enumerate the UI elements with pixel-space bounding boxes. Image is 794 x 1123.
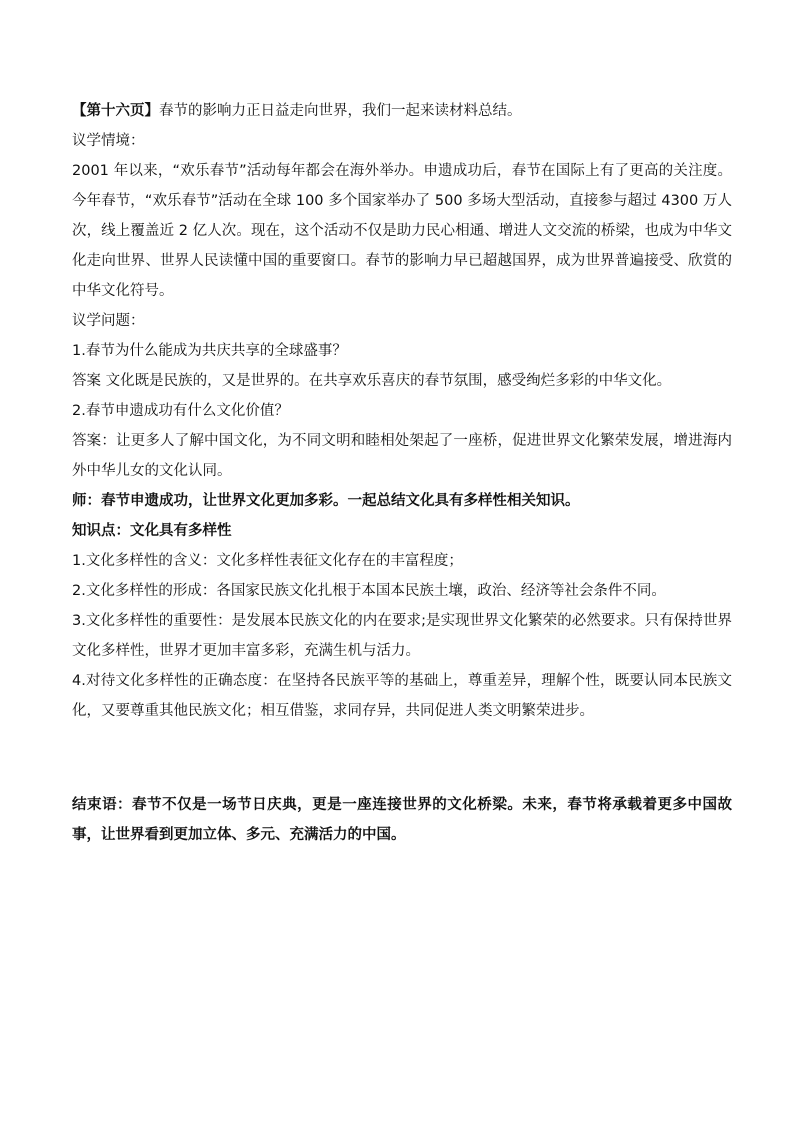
page-intro (72, 96, 732, 126)
closing-remarks: 结束语：春节不仅是一场节日庆典，更是一座连接世界的文化桥梁。未来，春节将承载着更多中国故事，让世界看到更加立体、多元、充满活力的中国。 (72, 797, 732, 843)
knowledge-point-2: 2.文化多样性的形成：各国家民族文化扎根于本国本民族土壤，政治、经济等社会条件不同。 (72, 583, 666, 599)
knowledge-point-3: 3.文化多样性的重要性：是发展本民族文化的内在要求;是实现世界文化繁荣的必然要求。只有保持世界文化多样性，世界才更加丰富多彩，充满生机与活力。 (72, 613, 732, 659)
context-label: 议学情境： (72, 133, 145, 149)
context-text: 2001 年以来，“欢乐春节”活动每年都会在海外举办。申遗成功后，春节在国际上有了更高的关注度。今年春节，“欢乐春节”活动在全球 100 多个国家举办了 500 多场大型活动，直接参与超过 4300 万人次，线上覆盖近 2 亿人次。现在，这个活动不仅是助力民心相通、增进人文交流的桥梁，也成为中华文化走向世界、世界人民读懂中国的重要窗口。春节的影响力早已超越国界，成为世界普遍接受、欣赏的中华文化符号。 (72, 163, 732, 299)
knowledge-point-4: 4.对待文化多样性的正确态度：在坚持各民族平等的基础上，尊重差异，理解个性，既要认同本民族文化，又要尊重其他民族文化；相互借鉴，求同存异，共同促进人类文明繁荣进步。 (72, 673, 732, 719)
knowledge-title: 知识点：文化具有多样性 (72, 523, 232, 539)
spacer (72, 726, 732, 790)
question-1: 1.春节为什么能成为共庆共享的全球盛事？ (72, 343, 347, 359)
page-tag: 【第十六页】 (72, 103, 159, 119)
questions-label: 议学问题： (72, 313, 145, 329)
knowledge-point-1: 1.文化多样性的含义：文化多样性表征文化存在的丰富程度； (72, 553, 463, 569)
document-page (72, 96, 732, 850)
intro-text: 春节的影响力正日益走向世界，我们一起来读材料总结。 (159, 103, 522, 119)
answer-2: 答案：让更多人了解中国文化，为不同文明和睦相处架起了一座桥，促进世界文化繁荣发展，增进海内外中华儿女的文化认同。 (72, 433, 732, 479)
question-2: 2.春节申遗成功有什么文化价值？ (72, 403, 289, 419)
answer-1: 答案 文化既是民族的，又是世界的。在共享欢乐喜庆的春节氛围，感受绚烂多彩的中华文化。 (72, 373, 672, 389)
teacher-note: 师：春节申遗成功，让世界文化更加多彩。一起总结文化具有多样性相关知识。 (72, 493, 580, 509)
